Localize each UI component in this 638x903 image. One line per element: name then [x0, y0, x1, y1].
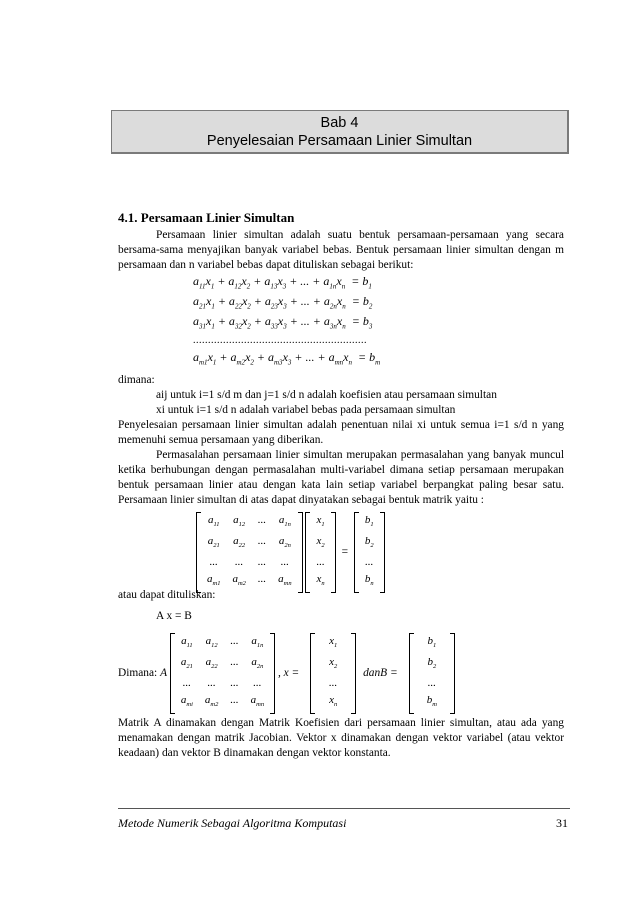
chapter-number: Bab 4 — [320, 115, 359, 131]
where-aij: aij untuk i=1 s/d m dan j=1 s/d n adalah koefisien atau persamaan simultan — [156, 389, 497, 401]
definitions-block — [118, 633, 455, 714]
x-definition-label: , x = — [277, 666, 300, 679]
coefficient-matrix: $a_{11}$ $a_{12}$ ... $a_{1n}$ $a_{21}$ $a_{22}$ ... $a_{2n}$ ... ... ... ... $a_{m1}$ $a_{m2}$ ... $a_{mn}$ — [196, 512, 303, 593]
matrix-A-symbol: A — [160, 666, 168, 679]
dimana-label: Dimana: — [118, 666, 158, 679]
where-xi: xi untuk i=1 s/d n adalah variabel bebas pada persamaan simultan — [156, 404, 456, 416]
vector-B: $b_1$ $b_2$ ... $b_m$ — [409, 633, 456, 714]
matrix-paragraph: Matrik A dinamakan dengan Matrik Koefisien dari persamaan linier simultan, atau ada yang menamakan dengan matrik Jacobian. Vektor x dinamakan dengan vektor variabel (atau vektor keadaan) dan vektor B dinamakan dengan vektor konstanta. — [118, 717, 564, 759]
b-definition-label: danB = — [363, 666, 398, 679]
matrix-equation: $a_{11}$ $a_{12}$ ... $a_{1n}$ $a_{21}$ $a_{22}$ ... $a_{2n}$ ... ... ... ... $a_{m1}$ $a_{m2}$ ... $a_{mn}$ $x_1$ $x_2$ ... $x_n$ = $b_1$ $b_2$ ... $b_n$ — [196, 512, 385, 593]
matrix-A: $a_{11}$ $a_{12}$ ... $a_{1n}$ $a_{21}$ $a_{22}$ ... $a_{2n}$ ... ... ... ... $a_{mi}$ $a_{m2}$ ... $a_{mn}$ — [170, 633, 275, 714]
footer-title: Metode Numerik Sebagai Algoritma Komputasi — [118, 816, 347, 830]
equation-ellipsis: .......................................................... — [193, 335, 367, 346]
chapter-header — [111, 110, 569, 154]
equation-row-2: $a_{21}x_1 + a_{22}x_2 + a_{23}x_3$ + ... + $a_{2n}x_n = b_2$ — [193, 294, 373, 311]
vector-x: $x_1$ $x_2$ ... $x_n$ — [310, 633, 356, 714]
problem-paragraph: Permasalahan persamaan linier simultan merupakan permasalahan yang banyak muncul ketika berhubungan dengan permasalahan multi-variabel dimana setiap persamaan merupakan bentuk persamaan linier atau dengan kata lain setiap variabel berpangkat paling besar satu. Persamaan linier simultan di atas dapat dinyatakan sebagai bentuk matrik yaitu : — [118, 449, 564, 506]
intro-text: Persamaan linier simultan adalah suatu bentuk persamaan-persamaan yang secara bersama-sama menyajikan banyak variabel bebas. Bentuk persamaan linier simultan dengan m persamaan dan n variabel bebas dapat dituliskan sebagai berikut: — [118, 229, 564, 271]
variable-vector: $x_1$ $x_2$ ... $x_n$ — [305, 512, 335, 593]
section-title: 4.1. Persamaan Linier Simultan — [118, 210, 295, 225]
equation-row-1: $a_{11}x_1 + a_{12}x_2 + a_{13}x_3$ + ... + $a_{1n}x_n = b_1$ — [193, 274, 372, 291]
intro-paragraph — [118, 228, 564, 273]
axb-equation: A x = B — [156, 610, 192, 622]
constant-vector: $b_1$ $b_2$ ... $b_n$ — [354, 512, 385, 593]
page-number: 31 — [556, 816, 568, 830]
footer-rule — [118, 808, 570, 809]
chapter-title: Penyelesaian Persamaan Linier Simultan — [206, 133, 473, 149]
where-label: dimana: — [118, 374, 155, 386]
solution-paragraph: Penyelesaian persamaan linier simultan adalah penentuan nilai xi untuk semua i=1 s/d n yang memenuhi semua persamaan yang diberikan. — [118, 419, 564, 446]
equation-row-3: $a_{31}x_1 + a_{32}x_2 + a_{33}x_3$ + ... + $a_{3n}x_n = b_3$ — [193, 314, 373, 331]
written-as-text: atau dapat dituliskan: — [118, 589, 216, 601]
equation-row-m: $a_{m1}x_1 + a_{m2}x_2 + a_{m3}x_3$ + ... + $a_{mn}x_n = b_m$ — [193, 350, 381, 367]
